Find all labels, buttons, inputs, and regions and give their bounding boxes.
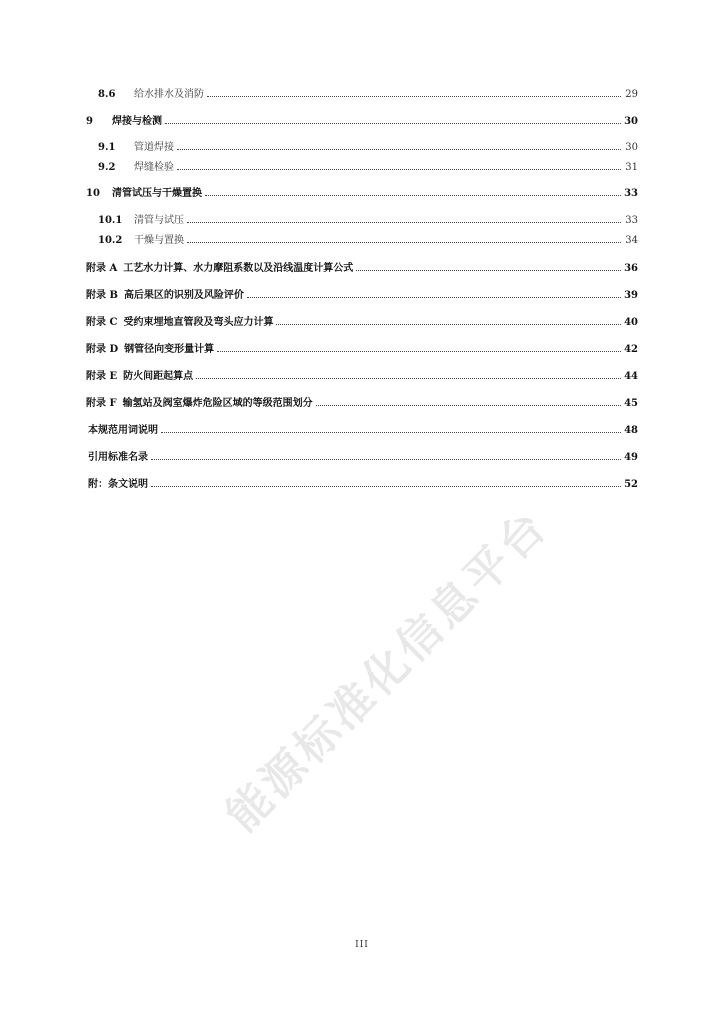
toc-entry-number: 8.6: [98, 89, 116, 100]
toc-entry[interactable]: [86, 396, 638, 412]
toc-entry-page: 33: [625, 215, 638, 226]
dot-leader: [151, 450, 621, 460]
dot-leader: [276, 315, 621, 325]
dot-leader: [207, 87, 621, 97]
toc-entry-title: 引用标准名录: [88, 452, 148, 463]
watermark: 能源标准化信息平台: [216, 500, 559, 842]
toc-entry-page: 45: [624, 398, 638, 409]
toc-entry-number: 9.1: [98, 142, 116, 153]
dot-leader: [161, 423, 621, 433]
toc-entry-number: 9.2: [98, 162, 116, 173]
toc-entry-number: 附录 A: [86, 263, 118, 274]
dot-leader: [187, 213, 621, 223]
toc-entry-title: 本规范用词说明: [88, 425, 158, 436]
toc-entry-page: 42: [624, 344, 638, 355]
toc-entry[interactable]: [86, 186, 638, 202]
dot-leader: [187, 233, 621, 243]
toc-entry-page: 29: [625, 89, 638, 100]
toc-entry-number: 10.2: [98, 235, 123, 246]
toc-entry-page: 48: [624, 425, 638, 436]
toc-entry-title: 焊缝检验: [134, 162, 174, 173]
page-number: III: [355, 940, 369, 950]
toc-entry-number: 附录 C: [86, 317, 118, 328]
toc-entry[interactable]: [98, 87, 638, 103]
toc-entry-page: 52: [624, 479, 638, 490]
dot-leader: [177, 140, 621, 150]
toc-entry-page: 30: [625, 142, 638, 153]
toc-entry-title: 干燥与置换: [134, 235, 184, 246]
toc-entry[interactable]: [98, 160, 638, 176]
dot-leader: [165, 114, 621, 124]
toc-entry-page: 33: [624, 188, 638, 199]
toc-entry[interactable]: [86, 261, 638, 277]
toc-entry[interactable]: [86, 450, 638, 466]
dot-leader: [217, 342, 621, 352]
toc-entry-title: 钢管径向变形量计算: [124, 344, 215, 355]
toc-entry[interactable]: [98, 140, 638, 156]
toc-entry-title: 受约束埋地直管段及弯头应力计算: [123, 317, 274, 328]
toc-entry-page: 44: [624, 371, 638, 382]
toc-entry-number: 附录 D: [86, 344, 119, 355]
toc-entry-page: 40: [624, 317, 638, 328]
toc-entry-number: 附录 B: [86, 290, 118, 301]
toc-entry-page: 36: [624, 263, 638, 274]
toc-entry-title: 给水排水及消防: [134, 89, 204, 100]
toc-entry-title: 附：条文说明: [88, 479, 148, 490]
toc-entry-page: 34: [625, 235, 638, 246]
toc-entry[interactable]: [86, 114, 638, 130]
toc-entry-title: 清管与试压: [134, 215, 184, 226]
toc-entry-title: 防火间距起算点: [123, 371, 194, 382]
toc-entry-page: 49: [624, 452, 638, 463]
toc-entry[interactable]: [86, 369, 638, 385]
toc-entry[interactable]: [86, 477, 638, 493]
toc-entry[interactable]: [86, 288, 638, 304]
toc-entry-number: 10.1: [98, 215, 123, 226]
toc-entry-title: 焊接与检测: [112, 116, 162, 127]
dot-leader: [247, 288, 621, 298]
dot-leader: [196, 369, 621, 379]
toc-entry-number: 10: [86, 188, 100, 199]
toc-entry[interactable]: [86, 315, 638, 331]
toc-entry[interactable]: [86, 342, 638, 358]
toc-entry-title: 高后果区的识别及风险评价: [123, 290, 244, 301]
toc-entry-title: 输氢站及阀室爆炸危险区域的等级范围划分: [122, 398, 313, 409]
toc-entry-page: 39: [624, 290, 638, 301]
toc-entry-number: 附录 E: [86, 371, 118, 382]
toc-entry-page: 30: [624, 116, 638, 127]
toc-entry-title: 工艺水力计算、水力摩阻系数以及沿线温度计算公式: [123, 263, 354, 274]
toc-entry-title: 清管试压与干燥置换: [112, 188, 202, 199]
dot-leader: [356, 261, 621, 271]
toc-entry-title: 管道焊接: [134, 142, 174, 153]
toc-entry[interactable]: [98, 233, 638, 249]
dot-leader: [151, 477, 621, 487]
toc-entry-page: 31: [625, 162, 638, 173]
toc-entry[interactable]: [98, 213, 638, 229]
toc-entry[interactable]: [86, 423, 638, 439]
dot-leader: [205, 186, 621, 196]
dot-leader: [177, 160, 621, 170]
dot-leader: [316, 396, 621, 406]
toc-entry-number: 附录 F: [86, 398, 117, 409]
toc-entry-number: 9: [86, 116, 93, 127]
